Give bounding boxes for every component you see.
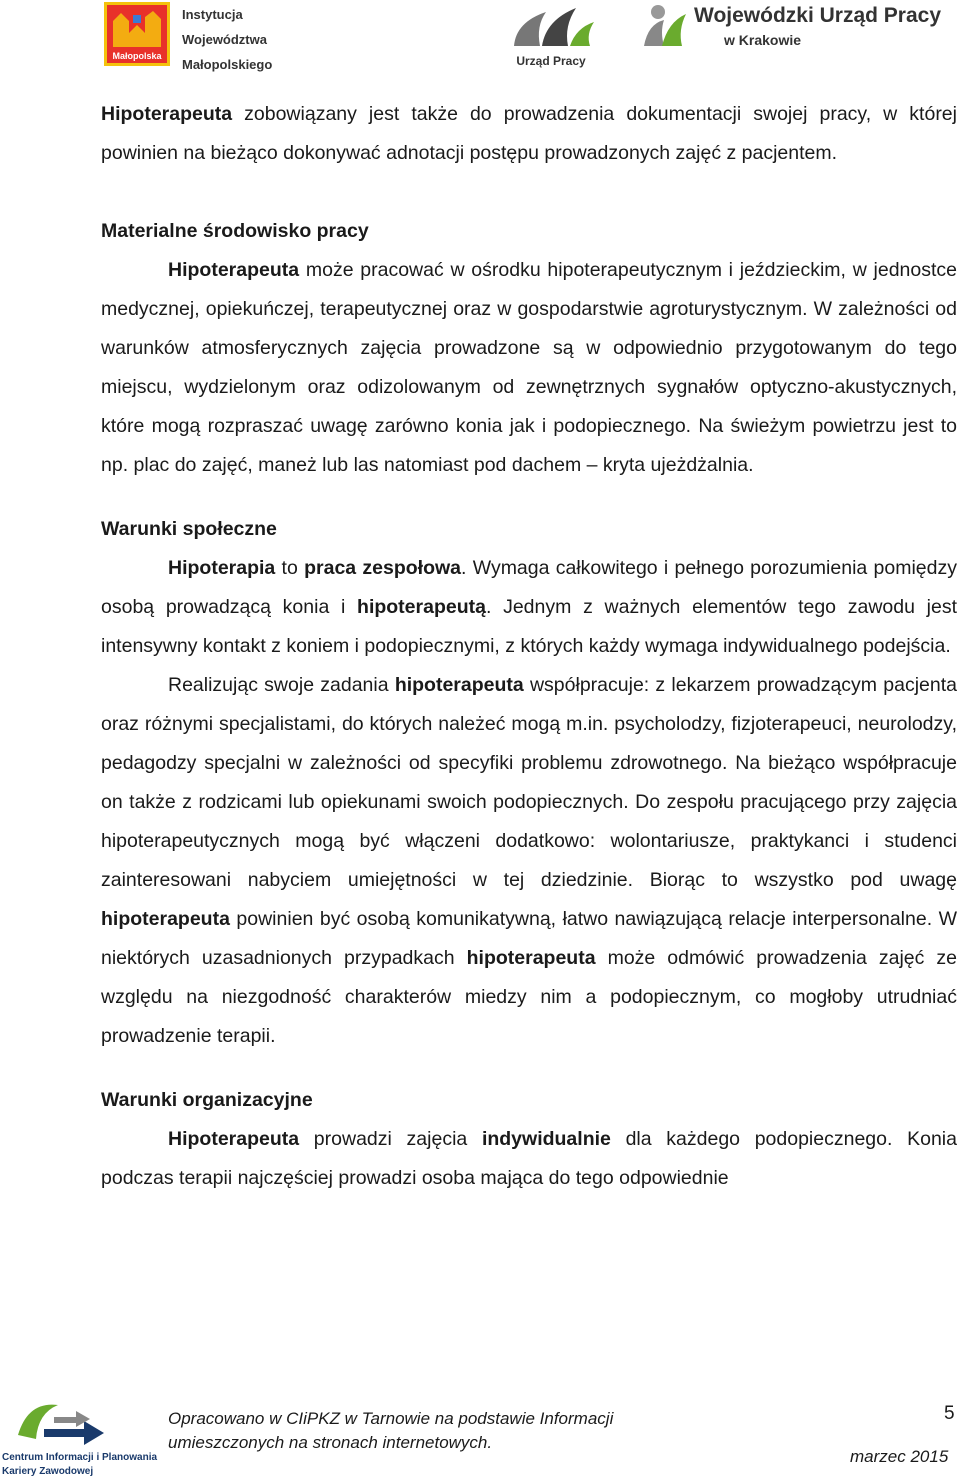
malopolska-name	[182, 2, 272, 77]
footer-note-line-1: Opracowano w CIiPKZ w Tarnowie na podstawie Informacji	[168, 1409, 614, 1428]
document-body	[101, 95, 957, 1198]
paragraph-social-2	[101, 666, 957, 1056]
section-heading-material: Materialne środowisko pracy	[101, 220, 369, 242]
cipkz-text	[2, 1451, 157, 1479]
paragraph-text: . Jednym z ważnych elementów tego zawodu jest intensywny kontakt z koniem i podopiecznymi, z których każdy wymaga indywidualnego podejścia.	[101, 596, 957, 657]
term-bold: Hipoterapeuta	[168, 1128, 300, 1150]
malopolska-emblem-icon	[104, 2, 170, 66]
paragraph-text: . Wymaga całkowitego i pełnego porozumienia pomiędzy osobą prowadzącą konia i	[101, 557, 957, 618]
cipkz-line-2: Kariery Zawodowej	[2, 1466, 94, 1477]
paragraph-text: prowadzi zajęcia	[299, 1128, 482, 1150]
term-bold: hipoterapeutą	[357, 596, 486, 618]
page-footer	[0, 1395, 960, 1482]
page-header	[0, 0, 960, 80]
paragraph-text: to	[275, 557, 305, 579]
paragraph-text: może odmówić prowadzenia zajęć ze względu na niezgodność charakterów miedzy nim a podopiecznym, co mogłoby utrudniać prowadzenie terapii.	[101, 947, 957, 1047]
cipkz-line-1: Centrum Informacji i Planowania	[2, 1452, 158, 1463]
paragraph-organizational	[101, 1120, 957, 1198]
malopolska-line-2: Województwa	[182, 32, 267, 47]
term-bold: hipoterapeuta	[394, 674, 524, 696]
term-bold: hipoterapeuta	[466, 947, 596, 969]
wup-title: Wojewódzki Urząd Pracy	[694, 4, 942, 27]
paragraph-text: może pracować w ośrodku hipoterapeutycznym i jeździeckim, w jednostce medycznej, opiekuńczej, terapeutycznej oraz w gospodarstwie agroturystycznym. W zależności od warunków atmosferycznych zajęcia prowadzone są w odpowiednio przygotowanym do tego miejscu, wydzielonym oraz odizolowanym od zewnętrznych sygnałów optyczno-akustycznych, które mogą rozpraszać uwagę zarówno konia jak i podopiecznego. Na świeżym powietrzu jest to np. plac do zajęć, maneż lub las natomiast pod dachem – kryta ujeżdżalnia.	[101, 259, 957, 476]
wup-logo	[640, 0, 960, 70]
urzad-pracy-logo	[496, 2, 606, 72]
malopolska-logo	[104, 2, 284, 72]
footer-source-note	[168, 1407, 613, 1455]
cipkz-emblem-icon	[14, 1395, 110, 1451]
wup-subtitle: w Krakowie	[724, 32, 802, 48]
page-number: 5	[944, 1403, 955, 1424]
paragraph-social-1	[101, 549, 957, 666]
paragraph-text: współpracuje: z lekarzem prowadzącym pacjenta oraz różnymi specjalistami, do których należeć mogą m.in. psycholodzy, fizjoterapeuci, neurolodzy, pedagodzy specjalni w zależności od specyfiki problemu zdrowotnego. Na bieżąco współpracuje on także z rodzicami lub opiekunami swoich podopiecznych. Do zespołu pracującego przy zajęcia hipoterapeutycznych mogą być włączeni dodatkowo: wolontariusze, praktykanci i studenci zainteresowani nabyciem umiejętności w tej dziedzinie. Biorąc to wszystko pod uwagę	[101, 674, 957, 891]
cipkz-logo	[0, 1395, 160, 1482]
urzad-pracy-text: Urząd Pracy	[516, 54, 586, 68]
term-bold: hipoterapeuta	[101, 908, 230, 930]
malopolska-line-3: Małopolskiego	[182, 57, 273, 72]
paragraph-text: dla każdego podopiecznego. Konia podczas terapii najczęściej prowadzi osoba mająca do tego odpowiednie	[101, 1128, 957, 1189]
malopolska-badge-text: Małopolska	[112, 51, 162, 61]
term-bold: Hipoterapia	[168, 557, 276, 579]
footer-date: marzec 2015	[850, 1447, 949, 1466]
paragraph-text: zobowiązany jest także do prowadzenia dokumentacji swojej pracy, w której powinien na bieżąco dokonywać adnotacji postępu prowadzonych zajęć z pacjentem.	[101, 103, 957, 164]
urzad-pracy-emblem-icon	[506, 2, 596, 52]
paragraph-material	[101, 251, 957, 485]
section-heading-organizational: Warunki organizacyjne	[101, 1089, 313, 1111]
term-bold: praca zespołowa	[304, 557, 462, 579]
term-bold: indywidualnie	[481, 1128, 611, 1150]
term-bold: Hipoterapeuta	[168, 259, 300, 281]
malopolska-line-1: Instytucja	[182, 7, 243, 22]
wup-emblem-icon	[640, 2, 690, 48]
paragraph-text: powinien być osobą komunikatywną, łatwo nawiązującą relacje interpersonalne. W niektórych uzasadnionych przypadkach	[101, 908, 957, 969]
paragraph-text: Realizując swoje zadania	[168, 674, 395, 696]
paragraph-documentation	[101, 95, 957, 173]
footer-note-line-2: umieszczonych na stronach internetowych.	[168, 1433, 493, 1452]
section-heading-social: Warunki społeczne	[101, 518, 277, 540]
term-bold: Hipoterapeuta	[101, 103, 233, 125]
